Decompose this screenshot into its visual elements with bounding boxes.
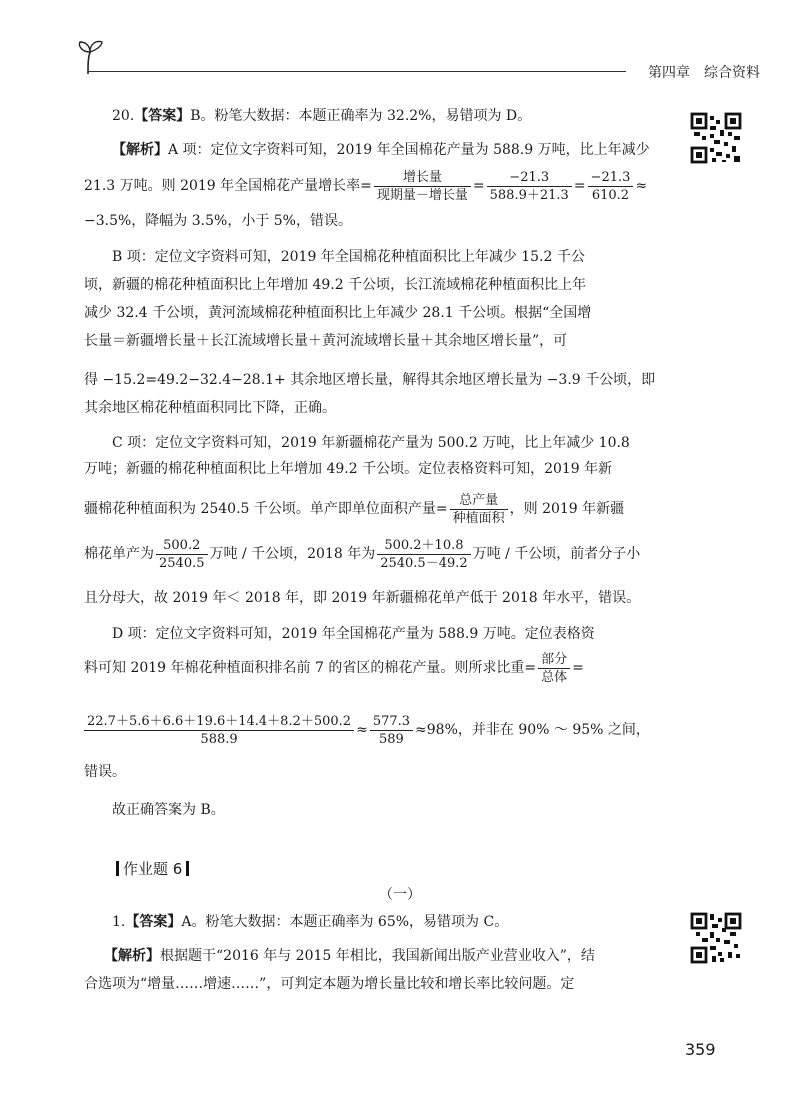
- analysis-text: 料可知 2019 年棉花种植面积排名前 7 的省区的棉花产量。则所求比重=: [84, 660, 537, 676]
- denominator: 589: [379, 731, 404, 747]
- denominator: 588.9＋21.3: [489, 187, 569, 203]
- answer-label: 【答案】: [125, 914, 182, 930]
- q20-d-line3: [84, 708, 724, 752]
- q20-b-line: 得 −15.2=49.2−32.4−28.1+ 其余地区增长量，解得其余地区增长量为 −3.9 千公顷，即: [84, 372, 656, 388]
- analysis-text: 万吨 / 千公顷，2018 年为: [209, 546, 376, 562]
- q20-b-line: B 项：定位文字资料可知，2019 年全国棉花种植面积比上年减少 15.2 千公: [112, 249, 585, 265]
- analysis-text: ，则 2019 年新疆: [509, 501, 625, 517]
- running-header: [626, 62, 760, 82]
- fraction: [377, 537, 470, 572]
- q20-b-line: 长量＝新疆增长量＋长江流域增长量＋黄河流域增长量＋其余地区增长量”，可: [84, 333, 568, 349]
- q20-b-line: 减少 32.4 千公顷，黄河流域棉花种植面积比上年减少 28.1 千公顷。根据“全国增: [84, 305, 592, 321]
- q20-c-line3: [84, 487, 724, 531]
- q20-d-line1: D 项：定位文字资料可知，2019 年全国棉花产量为 588.9 万吨。定位表格资: [112, 626, 595, 642]
- numerator: 增长量: [374, 169, 471, 187]
- numerator: 22.7＋5.6＋6.6＋19.6＋14.4＋8.2＋500.2: [84, 713, 354, 731]
- q20-answer-line: [112, 106, 752, 126]
- q1-analysis-line2: 合选项为“增量……增速……”，可判定本题为增长量比较和增长率比较问题。定: [84, 976, 575, 992]
- question-number: 20.: [112, 108, 135, 124]
- numerator: 500.2＋10.8: [377, 537, 470, 555]
- fraction: [156, 537, 208, 572]
- analysis-text: 棉花单产为: [84, 546, 154, 562]
- analysis-text: 21.3 万吨。则 2019 年全国棉花产量增长率=: [84, 178, 372, 194]
- numerator: 部分: [538, 651, 570, 669]
- section-heading: [112, 858, 193, 879]
- bar-mark-icon: [116, 861, 119, 876]
- denominator: 总体: [541, 669, 568, 685]
- q20-d-line4: 错误。: [84, 764, 126, 780]
- answer-label: 【答案】: [134, 108, 191, 124]
- q20-d-line2: 料可知 2019 年棉花种植面积排名前 7 的省区的棉花产量。则所求比重= $\frac{\text{部分}}{\text{总体}}$ =: [84, 651, 584, 685]
- approx-symbol: ≈: [635, 178, 648, 194]
- q1-answer-line: [112, 912, 752, 932]
- q20-analysis-a-line1: [112, 140, 752, 160]
- q20-analysis-a-line2: 21.3 万吨。则 2019 年全国棉花产量增长率= $\frac{\text{增长量}}{\text{现期量－增长量}}$ = $\frac{-21.3}{588.9+21.3}$ = $\frac{-21.3}{610.2}$ ≈: [84, 169, 648, 203]
- numerator: −21.3: [487, 169, 572, 187]
- numerator: 总产量: [450, 492, 508, 510]
- denominator: 2540.5－49.2: [380, 555, 468, 571]
- fraction: [588, 169, 634, 204]
- analysis-text: 万吨 / 千公顷，前者分子小: [472, 546, 641, 562]
- q20-c-line4: [84, 532, 724, 576]
- denominator: 610.2: [591, 187, 630, 203]
- q20-b-line: 其余地区棉花种植面积同比下降，正确。: [84, 400, 336, 416]
- page-number: 359: [685, 1040, 716, 1059]
- numerator: 577.3: [370, 713, 413, 731]
- denominator: 588.9: [200, 731, 238, 747]
- numerator: 500.2: [156, 537, 208, 555]
- q1-analysis-line1: [104, 946, 744, 966]
- section-title: 作业题 6: [123, 860, 183, 878]
- approx-symbol: ≈: [356, 722, 368, 738]
- analysis-text: ≈98%，并非在 90% ～ 95% 之间，: [415, 722, 650, 738]
- q20-b-line: 顷，新疆的棉花种植面积比上年增加 49.2 千公顷，长江流域棉花种植面积比上年: [84, 277, 587, 293]
- analysis-text: 根据题干“2016 年与 2015 年相比，我国新闻出版产业营业收入”，结: [160, 948, 595, 964]
- part-heading: （一）: [379, 887, 421, 903]
- denominator: 种植面积: [452, 510, 505, 526]
- analysis-text: 疆棉花种植面积为 2540.5 千公顷。单产即单位面积产量=: [84, 501, 448, 517]
- answer-text: B。粉笔大数据：本题正确率为 32.2%，易错项为 D。: [190, 108, 532, 124]
- fraction: [370, 713, 413, 748]
- q20-conclusion: 故正确答案为 B。: [112, 802, 225, 818]
- analysis-label: 【解析】: [112, 142, 168, 158]
- denominator: 2540.5: [159, 555, 205, 571]
- bar-mark-icon: [186, 861, 189, 876]
- fraction: [374, 169, 471, 204]
- q20-analysis-a-line3: −3.5%，降幅为 3.5%，小于 5%，错误。: [84, 213, 352, 229]
- fraction: [84, 713, 354, 748]
- analysis-label: 【解析】: [104, 948, 160, 964]
- q20-c-line5: 且分母大，故 2019 年＜ 2018 年，即 2019 年新疆棉花单产低于 2018 年水平，错误。: [84, 590, 641, 606]
- fraction: [538, 651, 570, 686]
- fraction: [450, 492, 508, 527]
- fraction: [487, 169, 572, 204]
- numerator: −21.3: [588, 169, 634, 187]
- q20-c-line: C 项：定位文字资料可知，2019 年新疆棉花产量为 500.2 万吨，比上年减少 10.8: [112, 435, 630, 451]
- denominator: 现期量－增长量: [376, 187, 468, 203]
- question-number: 1.: [112, 914, 126, 930]
- answer-text: A。粉笔大数据：本题正确率为 65%，易错项为 C。: [181, 914, 509, 930]
- q20-c-line: 万吨；新疆的棉花种植面积比上年增加 49.2 千公顷。定位表格资料可知，2019 年新: [84, 461, 613, 477]
- chapter-label: 第四章: [648, 65, 690, 81]
- section-label: 综合资料: [704, 65, 760, 81]
- analysis-text: A 项：定位文字资料可知，2019 年全国棉花产量为 588.9 万吨，比上年减少: [168, 142, 650, 158]
